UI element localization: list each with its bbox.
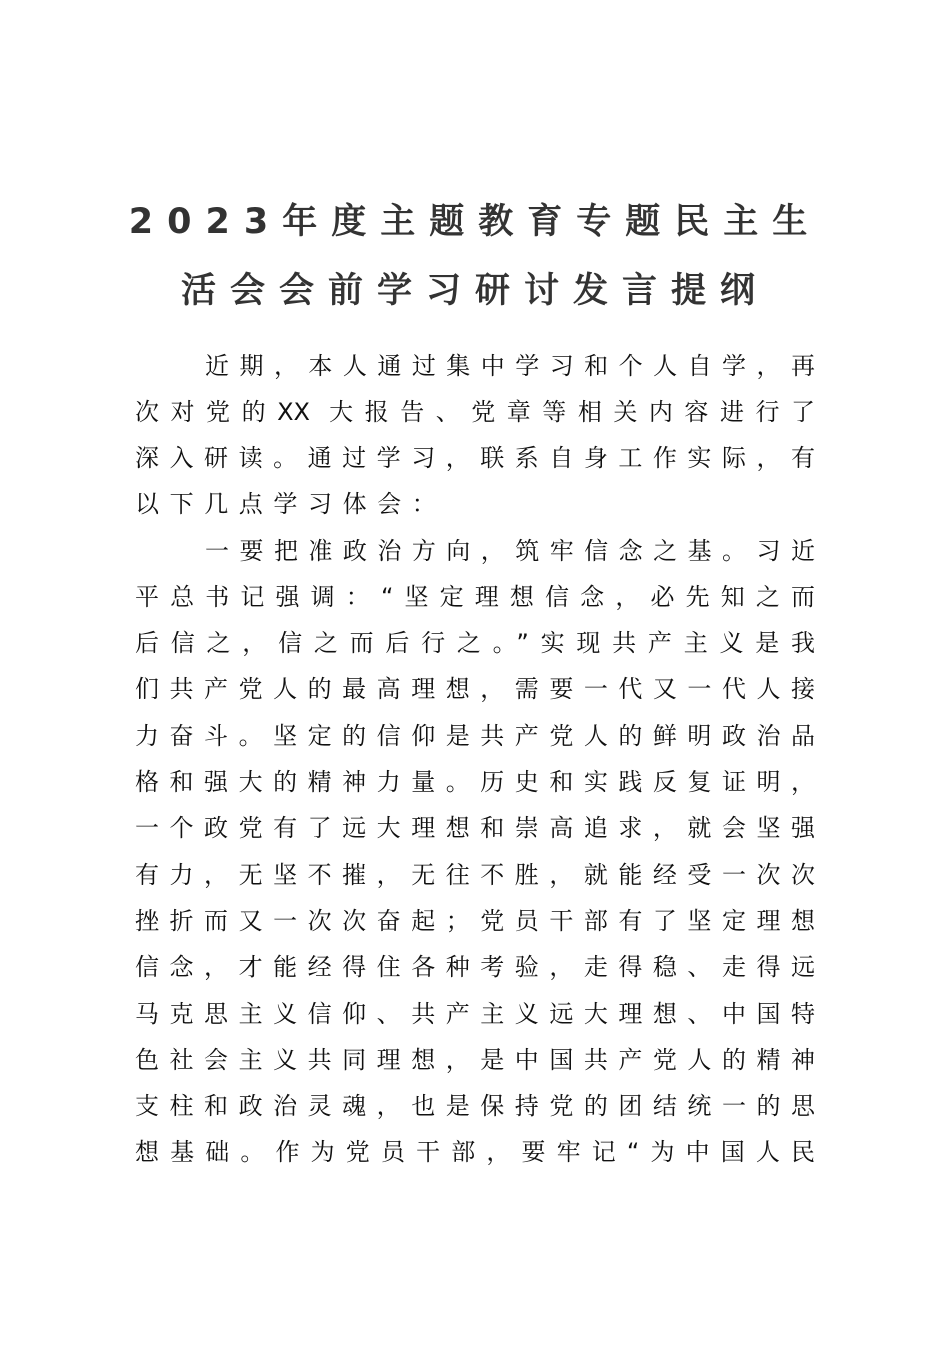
text-line: 信念，才能经得住各种考验，走得稳、走得远 bbox=[135, 953, 815, 981]
text-line: 有力，无坚不摧，无往不胜，就能经受一次次 bbox=[135, 861, 815, 889]
text-line: 近期，本人通过集中学习和个人自学，再 bbox=[205, 352, 815, 380]
text-line: 深入研读。通过学习，联系自身工作实际，有 bbox=[135, 444, 815, 472]
document-title-line-2: 活会会前学习研讨发言提纲 bbox=[180, 271, 769, 311]
text-line: 以下几点学习体会： bbox=[135, 490, 447, 518]
text-line: 次对党的XX 大报告、党章等相关内容进行了 bbox=[135, 398, 815, 426]
text-line: 一要把准政治方向，筑牢信念之基。习近 bbox=[205, 537, 815, 565]
text-line: 平总书记强调：“坚定理想信念，必先知之而 bbox=[135, 583, 815, 611]
text-line: 马克思主义信仰、共产主义远大理想、中国特 bbox=[135, 1000, 815, 1028]
text-line: 想基础。作为党员干部，要牢记“为中国人民 bbox=[135, 1138, 815, 1166]
text-line: 力奋斗。坚定的信仰是共产党人的鲜明政治品 bbox=[135, 722, 815, 750]
text-line: 们共产党人的最高理想，需要一代又一代人接 bbox=[135, 675, 815, 703]
text-line: 色社会主义共同理想，是中国共产党人的精神 bbox=[135, 1046, 815, 1074]
text-line: 支柱和政治灵魂，也是保持党的团结统一的思 bbox=[135, 1092, 815, 1120]
document-title-line-1: 2023年度主题教育专题民主生 bbox=[128, 202, 822, 242]
text-line: 挫折而又一次次奋起；党员干部有了坚定理想 bbox=[135, 907, 815, 935]
text-line: 一个政党有了远大理想和崇高追求，就会坚强 bbox=[135, 814, 815, 842]
text-line: 格和强大的精神力量。历史和实践反复证明， bbox=[135, 768, 815, 796]
text-line: 后信之，信之而后行之。”实现共产主义是我 bbox=[135, 629, 815, 657]
